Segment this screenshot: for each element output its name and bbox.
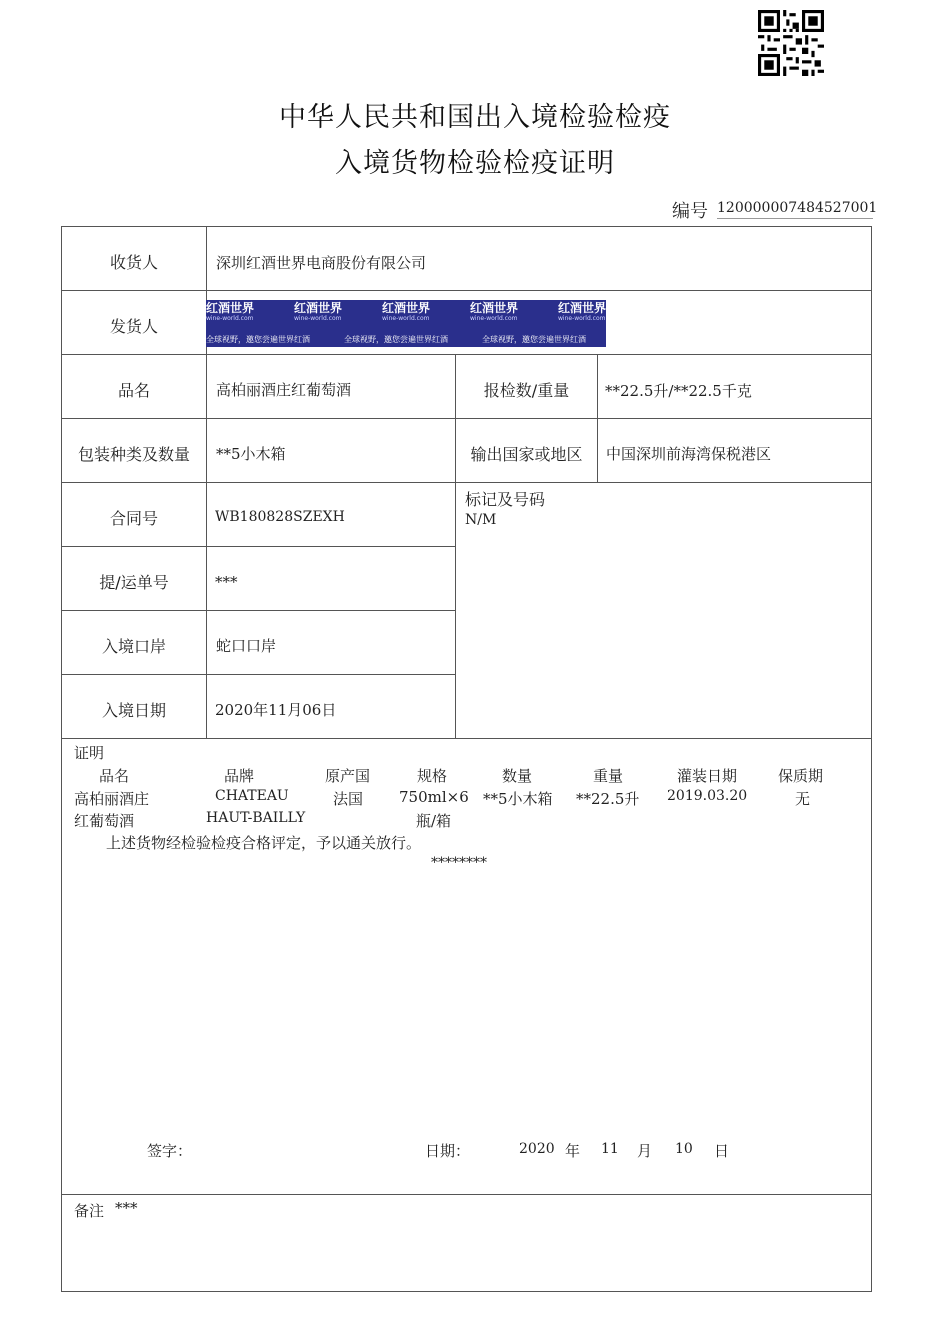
entry-port-value: 蛇口口岸 — [216, 637, 277, 655]
year-unit: 年 — [565, 1142, 581, 1160]
column-header: 数量 — [502, 767, 533, 785]
package-label: 包装种类及数量 — [77, 445, 190, 464]
column-header: 重量 — [593, 767, 624, 785]
marks-value: N/M — [465, 512, 497, 528]
column-header: 保质期 — [778, 767, 824, 785]
consignor-logo-banner — [206, 300, 606, 347]
filling-date-cell: 2019.03.20 — [667, 788, 748, 804]
bill-of-lading-value: *** — [215, 573, 238, 591]
logo-subtext: wine-world.com — [558, 315, 606, 322]
consignee-value: 深圳红酒世界电商股份有限公司 — [216, 254, 427, 272]
qr-code — [757, 10, 825, 76]
quantity-weight-value: **22.5升/**22.5千克 — [605, 382, 752, 400]
logo-subtext: wine-world.com — [294, 315, 342, 322]
logo-text: 红酒世界 — [382, 301, 431, 315]
column-header: 规格 — [417, 767, 448, 785]
document-title-line2: 入境货物检验检疫证明 — [335, 148, 615, 179]
logo-subtext: wine-world.com — [470, 315, 518, 322]
remarks-value: *** — [115, 1199, 138, 1217]
serial-number-value: 120000007484527001 — [717, 200, 873, 219]
serial-number-label: 编号 — [672, 201, 708, 222]
row-divider — [62, 546, 455, 547]
logo-slogan: 全球视野，邀您尝遍世界红酒 — [344, 335, 448, 344]
row-divider — [62, 354, 871, 355]
brand-cell: CHATEAU — [215, 788, 289, 804]
row-divider — [62, 418, 871, 419]
logo-text: 红酒世界 — [206, 301, 255, 315]
row-divider — [62, 482, 871, 483]
entry-date-value: 2020年11月06日 — [215, 701, 337, 719]
origin-country-label: 输出国家或地区 — [470, 445, 583, 464]
bill-of-lading-label: 提/运单号 — [99, 573, 169, 592]
column-header: 品牌 — [224, 767, 255, 785]
logo-text: 红酒世界 — [558, 301, 607, 315]
quantity-weight-label: 报检数/重量 — [483, 381, 570, 400]
entry-port-label: 入境口岸 — [101, 637, 166, 656]
document-title-line1: 中华人民共和国出入境检验检疫 — [279, 102, 671, 133]
logo-slogan: 全球视野，邀您尝遍世界红酒 — [482, 335, 586, 344]
column-divider — [597, 355, 598, 482]
spec-cell: 750ml×6 — [399, 788, 469, 806]
entry-date-label: 入境日期 — [101, 701, 166, 720]
logo-subtext: wine-world.com — [382, 315, 430, 322]
row-divider — [62, 610, 455, 611]
brand-cell-continued: HAUT-BAILLY — [206, 810, 306, 826]
product-cell-continued: 红葡萄酒 — [74, 812, 135, 830]
certificate-label: 证明 — [74, 744, 105, 762]
product-cell: 高柏丽酒庄 — [74, 790, 150, 808]
clearance-statement: 上述货物经检验检疫合格评定，予以通关放行。 — [106, 834, 422, 852]
row-divider — [62, 290, 871, 291]
origin-cell: 法国 — [333, 790, 364, 808]
column-header: 品名 — [99, 767, 130, 785]
spec-cell-continued: 瓶/箱 — [416, 812, 452, 830]
contract-number-label: 合同号 — [109, 509, 158, 528]
day-unit: 日 — [714, 1142, 730, 1160]
weight-cell: **22.5升 — [576, 790, 640, 808]
marks-label: 标记及号码 — [465, 490, 546, 509]
logo-slogan: 全球视野，邀您尝遍世界红酒 — [206, 335, 310, 344]
row-divider — [62, 738, 871, 739]
product-name-label: 品名 — [117, 381, 150, 400]
quantity-cell: **5小木箱 — [483, 790, 553, 808]
consignee-label: 收货人 — [109, 253, 158, 272]
issue-day: 10 — [675, 1141, 693, 1157]
signature-label: 签字： — [147, 1142, 193, 1160]
consignor-label: 发货人 — [109, 317, 158, 336]
product-name-value: 高柏丽酒庄红葡萄酒 — [216, 381, 352, 399]
column-divider — [455, 355, 456, 738]
remarks-label: 备注 — [74, 1202, 105, 1220]
column-header: 灌装日期 — [677, 767, 738, 785]
contract-number-value: WB180828SZEXH — [215, 509, 345, 525]
issue-year: 2020 — [519, 1141, 555, 1157]
issue-date-label: 日期： — [425, 1142, 471, 1160]
issue-month: 11 — [601, 1141, 619, 1157]
logo-text: 红酒世界 — [294, 301, 343, 315]
column-header: 原产国 — [325, 767, 371, 785]
month-unit: 月 — [637, 1142, 653, 1160]
end-marker: ******** — [431, 855, 487, 871]
row-divider — [62, 1194, 871, 1195]
package-value: **5小木箱 — [216, 445, 286, 463]
logo-subtext: wine-world.com — [206, 315, 254, 322]
row-divider — [62, 674, 455, 675]
origin-country-value: 中国深圳前海湾保税港区 — [606, 445, 772, 463]
logo-text: 红酒世界 — [470, 301, 519, 315]
shelf-life-cell: 无 — [795, 790, 811, 808]
